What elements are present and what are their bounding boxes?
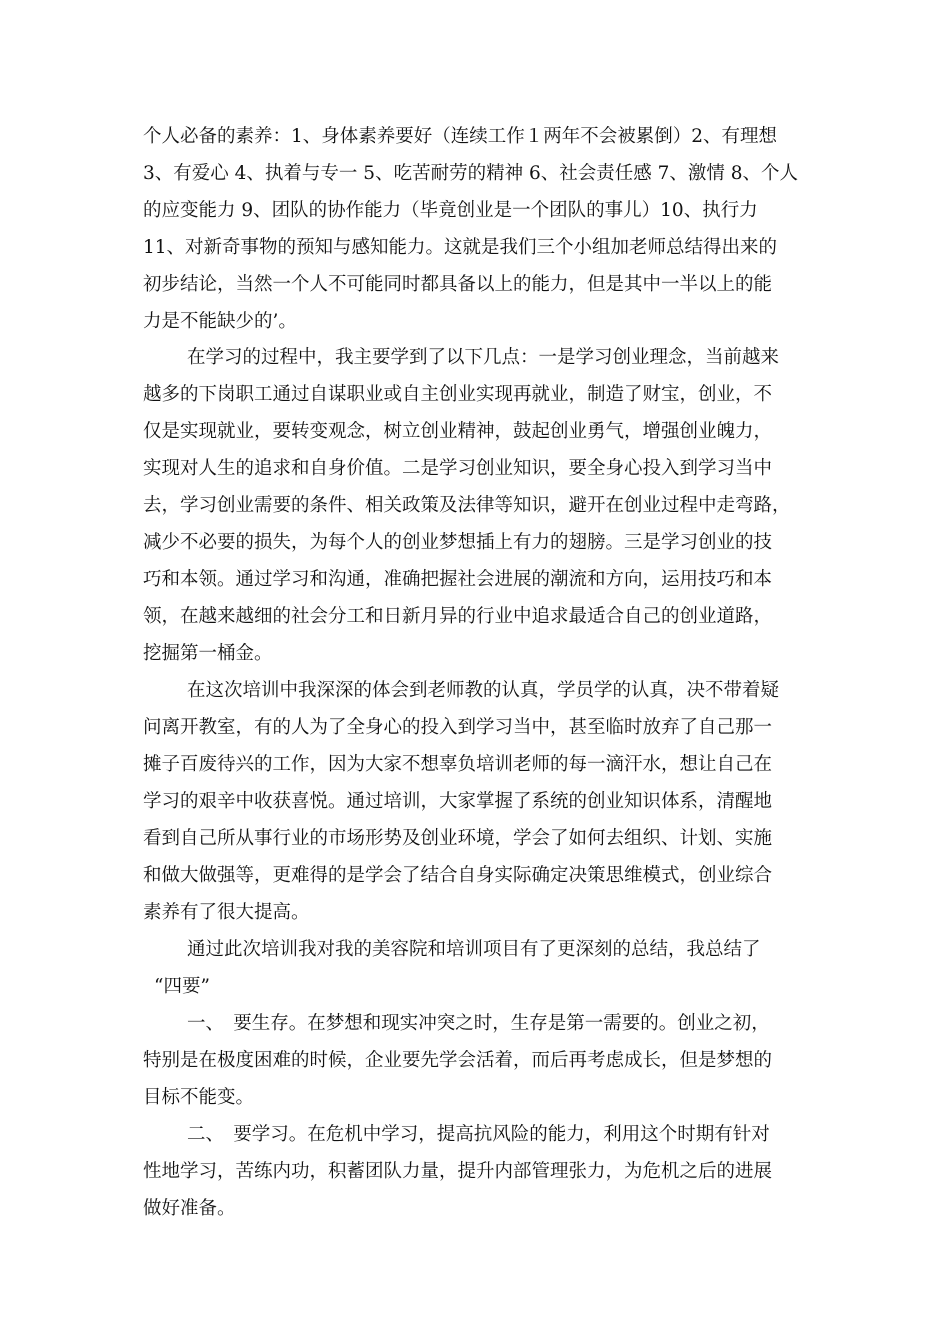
text-line: 挖掘第一桶金。 [143,643,273,664]
text-line: 看到自己所从事行业的市场形势及创业环境，学会了如何去组织、计划、实施 [143,828,773,849]
text-line: 和做大做强等，更难得的是学会了结合自身实际确定决策思维模式，创业综合 [143,865,773,886]
text-line: 力是不能缺少的’。 [143,311,297,332]
text-line: 问离开教室，有的人为了全身心的投入到学习当中，甚至临时放弃了自己那一 [143,717,773,738]
text-line: 实现对人生的追求和自身价值。二是学习创业知识，要全身心投入到学习当中 [143,458,773,479]
text-line: 摊子百废待兴的工作，因为大家不想辜负培训老师的每一滴汗水，想让自己在 [143,754,773,775]
text-line: 目标不能变。 [143,1087,255,1108]
text-line: 去，学习创业需要的条件、相关政策及法律等知识，避开在创业过程中走弯路， [143,495,791,516]
text-line: 的应变能力 9、团队的协作能力（毕竟创业是一个团队的事儿）10、执行力 [143,200,758,221]
text-line: 巧和本领。通过学习和沟通，准确把握社会进展的潮流和方向，运用技巧和本 [143,569,773,590]
text-line: 领，在越来越细的社会分工和日新月异的行业中追求最适合自己的创业道路， [143,606,773,627]
text-line: 11、对新奇事物的预知与感知能力。这就是我们三个小组加老师总结得出来的 [143,237,778,258]
text-line: 做好准备。 [143,1198,236,1219]
text-line: 一、 要生存。在梦想和现实冲突之时，生存是第一需要的。创业之初， [187,1013,770,1034]
text-line: 性地学习，苦练内功，积蓄团队力量，提升内部管理张力，为危机之后的进展 [143,1161,773,1182]
text-line: 在学习的过程中，我主要学到了以下几点：一是学习创业理念，当前越来 [187,347,780,368]
text-line: 通过此次培训我对我的美容院和培训项目有了更深刻的总结，我总结了 [187,939,761,960]
text-line: 素养有了很大提高。 [143,902,310,923]
text-line: 学习的艰辛中收获喜悦。通过培训，大家掌握了系统的创业知识体系，清醒地 [143,791,773,812]
text-line: 越多的下岗职工通过自谋职业或自主创业实现再就业，制造了财宝，创业，不 [143,384,773,405]
text-line: 仅是实现就业，要转变观念，树立创业精神，鼓起创业勇气，增强创业魄力， [143,421,773,442]
text-line: 个人必备的素养：1、身体素养要好（连续工作１两年不会被累倒）2、有理想 [143,126,778,147]
text-line: 二、 要学习。在危机中学习，提高抗风险的能力，利用这个时期有针对 [187,1124,770,1145]
text-line: 初步结论，当然一个人不可能同时都具备以上的能力，但是其中一半以上的能 [143,274,773,295]
text-line: 3、有爱心 4、执着与专一 5、吃苦耐劳的精神 6、社会责任感 7、激情 8、个人 [143,163,799,184]
text-line: 特别是在极度困难的时候，企业要先学会活着，而后再考虑成长，但是梦想的 [143,1050,773,1071]
text-line: “四要” [154,976,210,997]
text-line: 在这次培训中我深深的体会到老师教的认真，学员学的认真，决不带着疑 [187,680,780,701]
text-line: 减少不必要的损失，为每个人的创业梦想插上有力的翅膀。三是学习创业的技 [143,532,773,553]
